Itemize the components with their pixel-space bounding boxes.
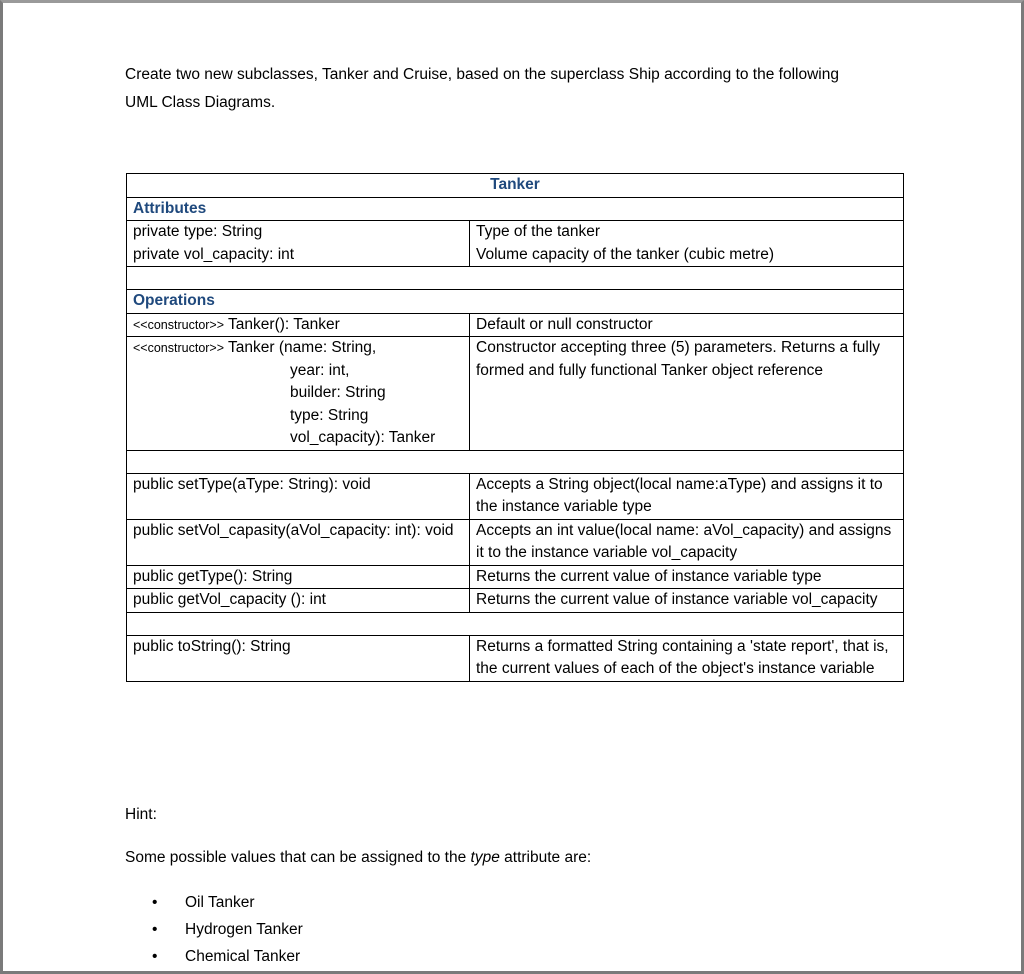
attributes-signatures [127,221,470,267]
uml-class-diagram-tanker [126,173,904,682]
intro-line-2: UML Class Diagrams. [125,94,276,111]
attributes-heading: Attributes [127,197,904,221]
attribute-sig: private vol_capacity: int [133,245,295,263]
bullet-icon: • [152,921,158,938]
hint-text-before: Some possible values that can be assigned to the [125,849,471,866]
hint-text [125,849,591,867]
bullet-icon: • [152,894,158,911]
attributes-descriptions [470,221,904,267]
hint-label: Hint: [125,806,157,823]
attribute-sig: private type: String [133,223,263,240]
hint-text-after: attribute are: [499,849,592,866]
ctor-param: type: String [290,406,369,424]
spacer-row [127,450,904,473]
list-item [125,943,303,970]
ctor-param: vol_capacity): Tanker [290,429,436,446]
tostring-desc: Returns a formatted String containing a 'state report', that is, the current values of each of the object's instance variable [470,635,904,681]
list-item [125,916,303,943]
ctor-default-sig [127,313,470,337]
intro-paragraph [125,61,915,117]
list-item-label: Chemical Tanker [185,948,301,965]
class-name: Tanker [127,174,904,198]
attribute-desc: Volume capacity of the tanker (cubic metre) [476,245,775,263]
ctor-default-desc: Default or null constructor [470,313,904,337]
method-desc: Accepts an int value(local name: aVol_capacity) and assigns it to the instance variable vol_capacity [470,519,904,565]
operations-heading: Operations [127,290,904,314]
stereotype-label: <<constructor>> [133,317,225,332]
list-item [125,889,303,916]
ctor-full-sig [127,337,470,451]
method-sig: public getType(): String [127,565,470,589]
ctor-param: builder: String [290,384,386,401]
spacer-row [127,612,904,635]
method-desc: Accepts a String object(local name:aType) and assigns it to the instance variable type [470,473,904,519]
ctor-full-desc: Constructor accepting three (5) parameters. Returns a fully formed and fully functional Tanker object reference [470,337,904,451]
method-desc: Returns the current value of instance variable vol_capacity [470,589,904,613]
ctor-full-sig-first: Tanker (name: String, [224,339,377,356]
ctor-param: year: int, [290,361,350,379]
list-item-label: Oil Tanker [185,894,255,911]
method-desc: Returns the current value of instance variable type [470,565,904,589]
method-sig: public setType(aType: String): void [127,473,470,519]
bullet-icon: • [152,948,158,965]
ctor-default-sig-text: Tanker(): Tanker [224,315,340,333]
intro-line-1: Create two new subclasses, Tanker and Cruise, based on the superclass Ship according to the following [125,66,839,83]
list-item-label: Hydrogen Tanker [185,921,303,938]
tostring-sig: public toString(): String [127,635,470,681]
method-sig: public getVol_capacity (): int [127,589,470,613]
spacer-row [127,267,904,290]
method-sig: public setVol_capasity(aVol_capacity: int): void [127,519,470,565]
stereotype-label: <<constructor>> [133,341,225,355]
hint-text-emphasis: type [470,849,500,866]
hint-list [125,889,303,970]
attribute-desc: Type of the tanker [476,223,601,240]
